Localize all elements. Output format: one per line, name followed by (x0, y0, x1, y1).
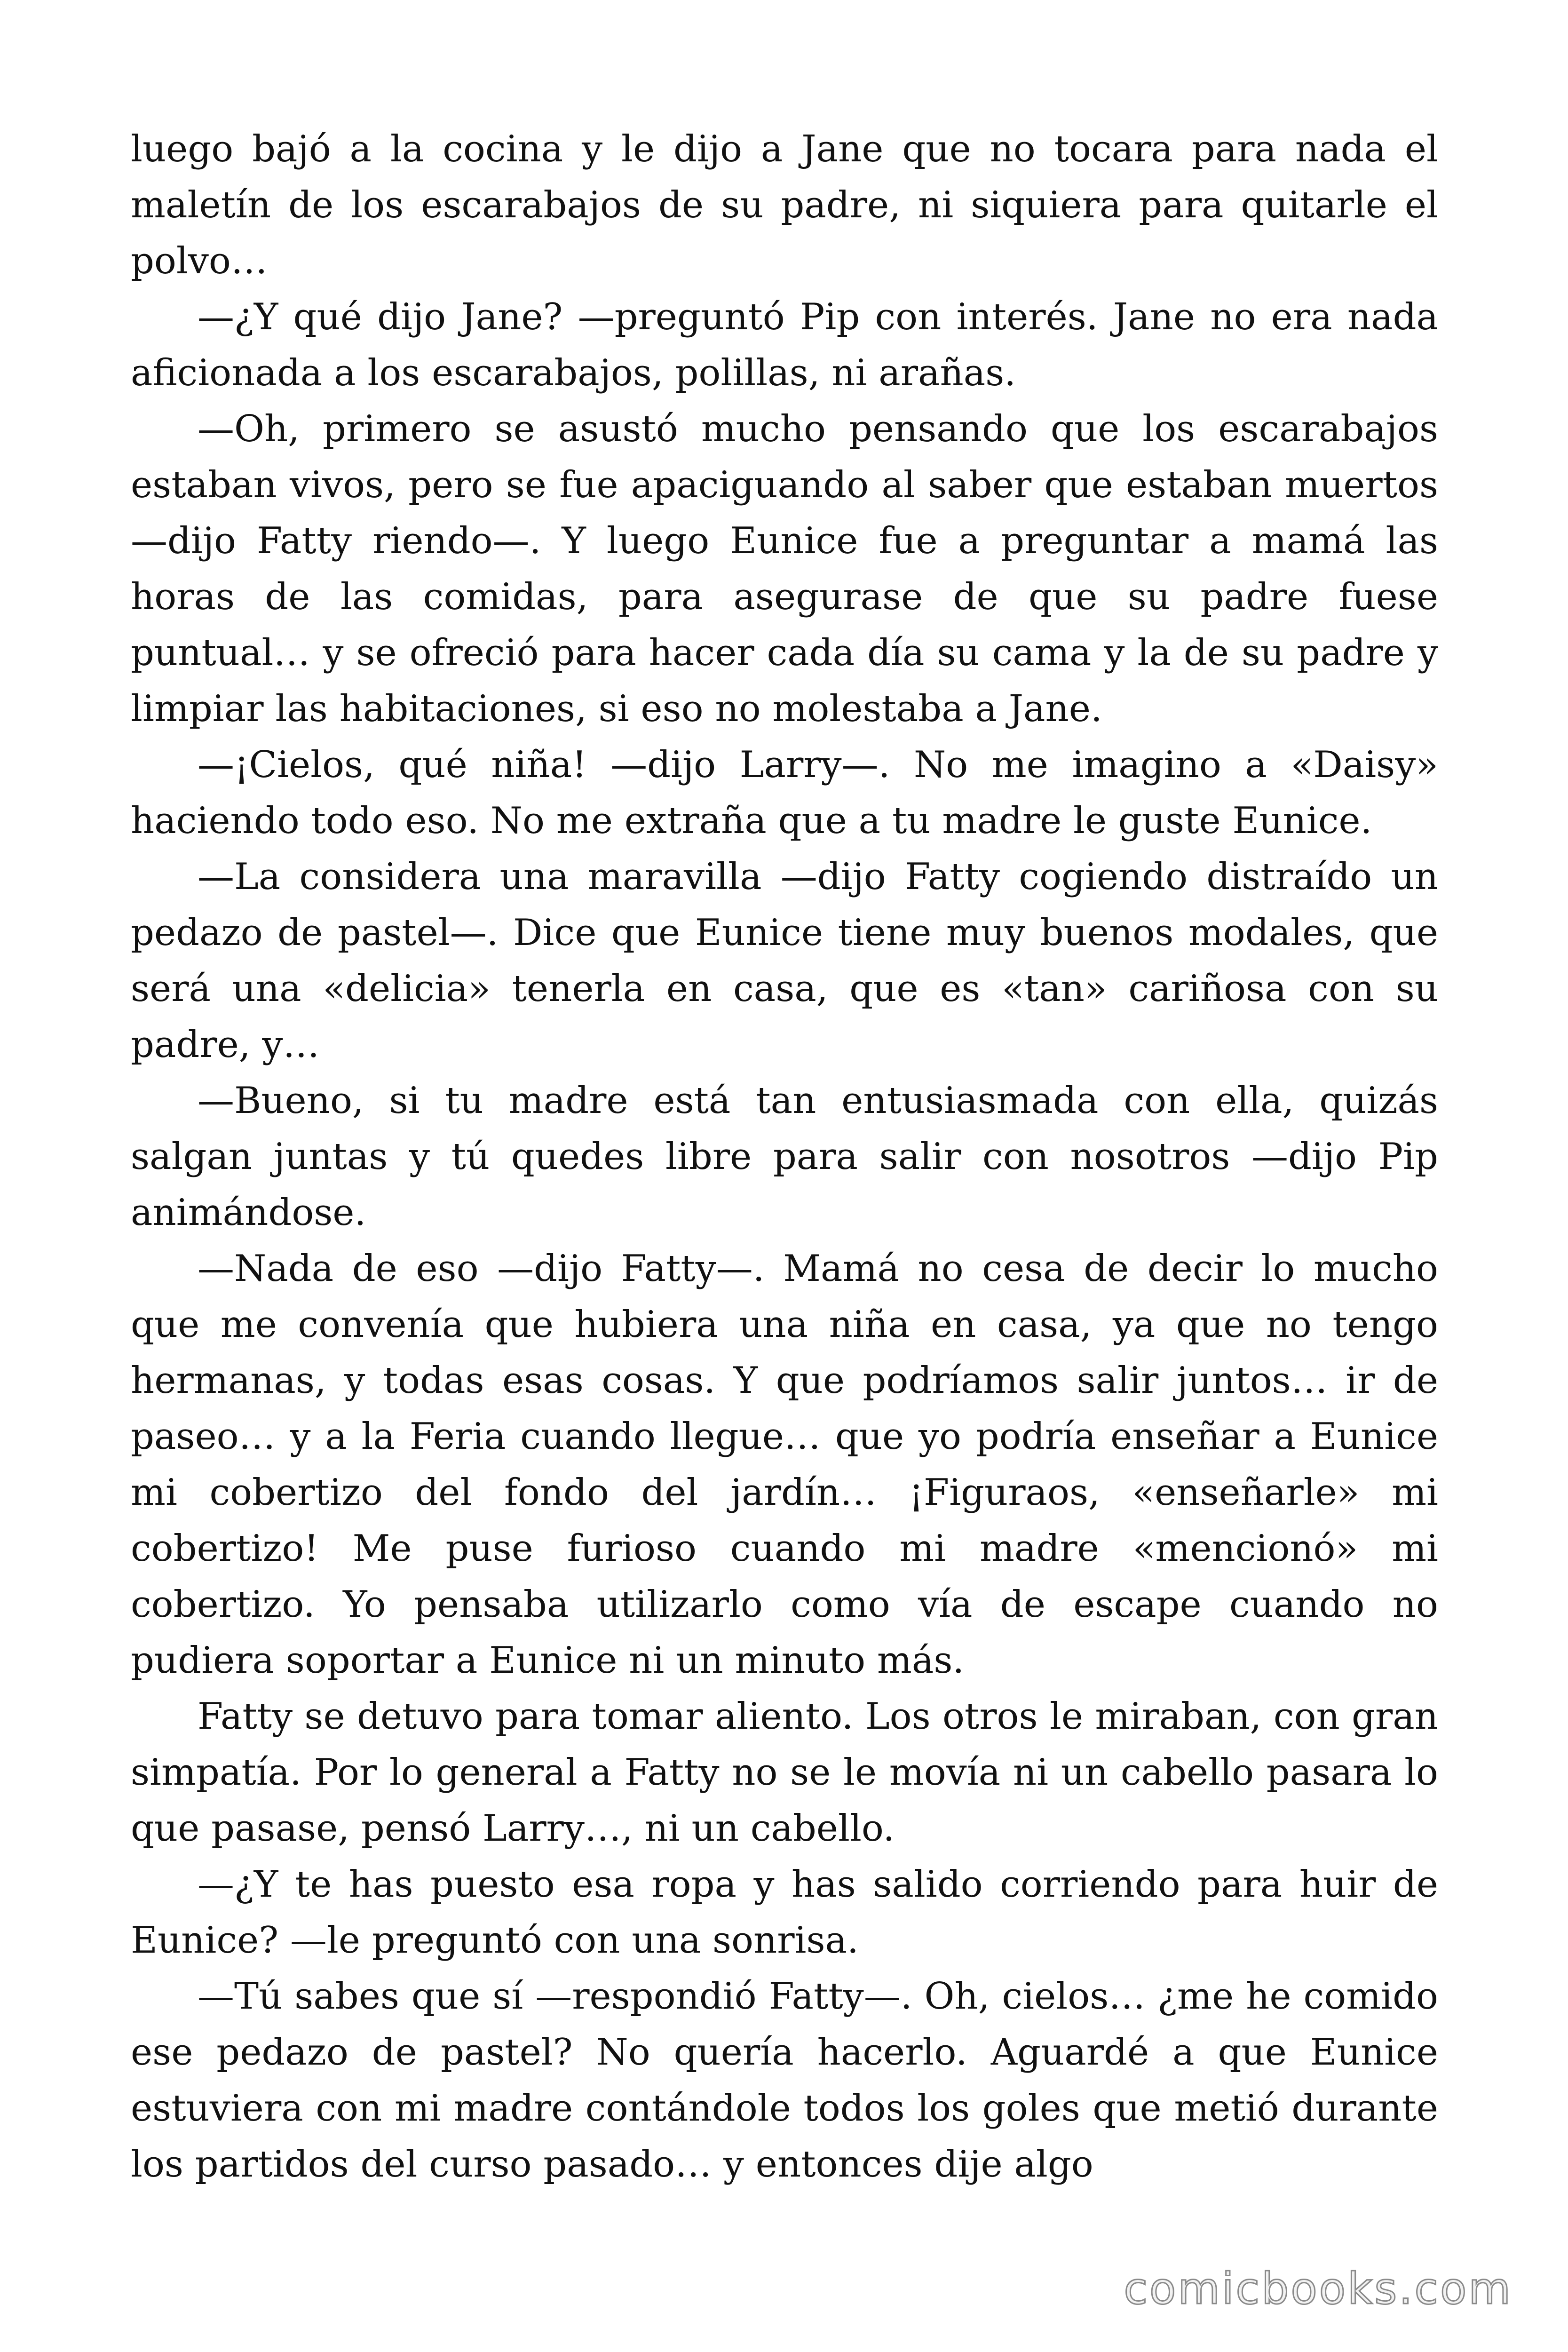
paragraph: —Tú sabes que sí —respondió Fatty—. Oh, cielos… ¿me he comido ese pedazo de pastel? No quería hacerlo. Aguardé a que Eunice estuviera con mi madre contándole todos los goles que metió durante los partidos del curso pasado… y entonces dije algo (131, 1975, 1438, 2185)
paragraph: —¡Cielos, qué niña! —dijo Larry—. No me imagino a «Daisy» haciendo todo eso. No me extraña que a tu madre le guste Eunice. (131, 744, 1438, 842)
paragraph: —Nada de eso —dijo Fatty—. Mamá no cesa de decir lo mucho que me convenía que hubiera una niña en casa, ya que no tengo hermanas, y todas esas cosas. Y que podríamos salir juntos… ir de paseo… y a la Feria cuando llegue… que yo podría enseñar a Eunice mi cobertizo del fondo del jardín… ¡Figuraos, «enseñarle» mi cobertizo! Me puse furioso cuando mi madre «mencionó» mi cobertizo. Yo pensaba utilizarlo como vía de escape cuando no pudiera soportar a Eunice ni un minuto más. (131, 1248, 1438, 1682)
book-page-text (131, 121, 1438, 2193)
paragraph: —Bueno, si tu madre está tan entusiasmada con ella, quizás salgan juntas y tú quedes libre para salir con nosotros —dijo Pip animándose. (131, 1080, 1438, 1234)
paragraph: —¿Y te has puesto esa ropa y has salido corriendo para huir de Eunice? —le preguntó con una sonrisa. (131, 1863, 1438, 1962)
paragraph: Fatty se detuvo para tomar aliento. Los otros le miraban, con gran simpatía. Por lo general a Fatty no se le movía ni un cabello pasara lo que pasase, pensó Larry…, ni un cabello. (131, 1695, 1438, 1850)
paragraph: —Oh, primero se asustó mucho pensando que los escarabajos estaban vivos, pero se fue apaciguando al saber que estaban muertos —dijo Fatty riendo—. Y luego Eunice fue a preguntar a mamá las horas de las comidas, para asegurase de que su padre fuese puntual… y se ofreció para hacer cada día su cama y la de su padre y limpiar las habitaciones, si eso no molestaba a Jane. (131, 408, 1438, 730)
paragraph: —¿Y qué dijo Jane? —preguntó Pip con interés. Jane no era nada aficionada a los escarabajos, polillas, ni arañas. (131, 296, 1438, 394)
watermark: comicbooks.com (1124, 2264, 1513, 2314)
paragraph-continued: luego bajó a la cocina y le dijo a Jane que no tocara para nada el maletín de los escarabajos de su padre, ni siquiera para quitarle el polvo… (131, 128, 1438, 282)
paragraph: —La considera una maravilla —dijo Fatty cogiendo distraído un pedazo de pastel—. Dice que Eunice tiene muy buenos modales, que será una «delicia» tenerla en casa, que es «tan» cariñosa con su padre, y… (131, 856, 1438, 1066)
